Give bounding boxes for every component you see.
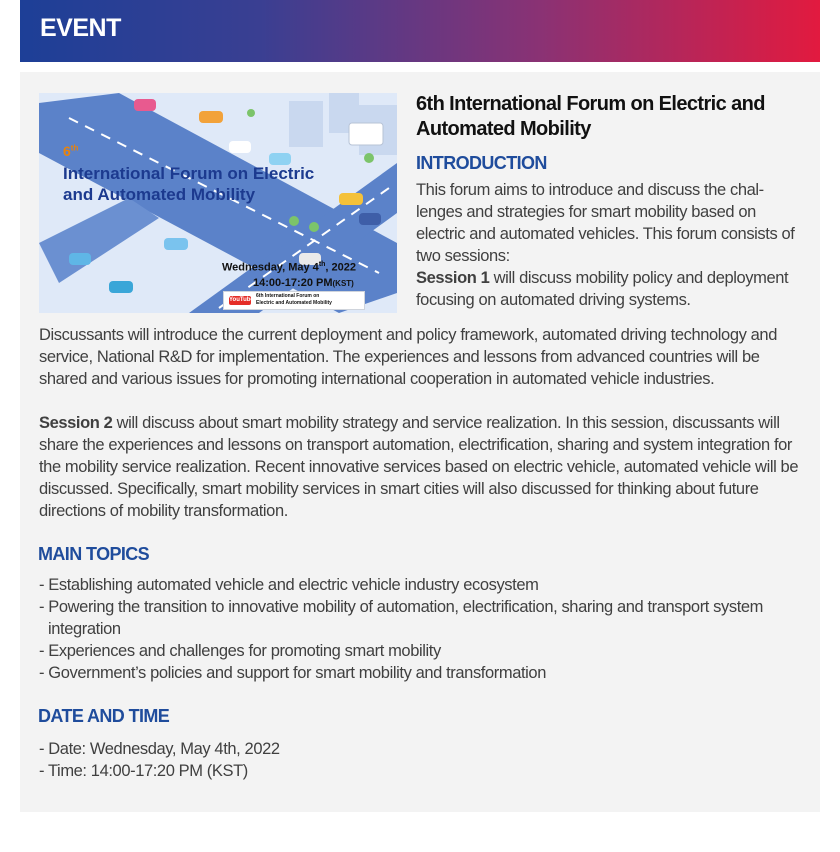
date-line: - Date: Wednesday, May 4th, 2022 [39, 740, 280, 758]
poster-edition: 6th [63, 143, 79, 159]
intro-paragraph: This forum aims to introduce and discuss the chal-lenges and strategies for smart mobility based on electric and automated vehicles. This forum consists of two sessions: [416, 181, 795, 265]
banner-title: EVENT [40, 14, 121, 42]
poster-title: International Forum on Electric and Automated Mobility [63, 164, 315, 204]
poster-time: 14:00-17:20 PM(KST) [253, 277, 354, 289]
main-topics-list [39, 574, 809, 684]
event-title: 6th International Forum on Electric and Automated Mobility [416, 93, 765, 140]
session-2-label: Session 2 [39, 414, 113, 432]
session-1-text: will discuss mobility policy and deployment focusing on automated driving systems. [416, 269, 789, 309]
session-2-text: will discuss about smart mobility strategy and service realization. In this session, discussants will share the experiences and lessons on transport automation, electrification, sharing and system integration for the mobility service realization. Recent innovative services based on electric vehicle, automated vehicle will be discussed. Specifically, smart mobility services in smart cities will also discussed for thinking about future directions of mobility transformation. [39, 414, 799, 520]
list-item: - Powering the transition to innovative mobility of automation, electrification, sharing and transport system integration [39, 598, 764, 638]
main-topics-heading: MAIN TOPICS [38, 544, 150, 564]
youtube-icon: YouTube [229, 297, 254, 303]
list-item: - Experiences and challenges for promoting smart mobility [39, 642, 441, 660]
youtube-badge-text: 6th International Forum on Electric and Automated Mobility [256, 293, 332, 306]
introduction-text [416, 179, 808, 311]
time-line: - Time: 14:00-17:20 PM (KST) [39, 762, 248, 780]
session-1-label: Session 1 [416, 269, 490, 287]
list-item: - Government’s policies and support for smart mobility and transformation [39, 664, 546, 682]
date-and-time-list [39, 738, 809, 782]
session-2-details [39, 412, 804, 522]
poster-youtube-badge [223, 291, 365, 310]
list-item: - Establishing automated vehicle and electric vehicle industry ecosystem [39, 576, 539, 594]
poster-date: Wednesday, May 4th, 2022 [222, 261, 357, 274]
forum-poster-image[interactable] [39, 93, 397, 313]
event-banner [20, 0, 820, 62]
date-and-time-heading: DATE AND TIME [38, 706, 170, 726]
session-1-details: Discussants will introduce the current deployment and policy framework, automated driving technology and service, National R&D for implementation. The experiences and lessons from advanced countries will be shared and various issues for promoting international cooperation in automated vehicle industries. [39, 326, 777, 388]
event-panel [20, 72, 820, 812]
introduction-heading: INTRODUCTION [416, 153, 547, 173]
